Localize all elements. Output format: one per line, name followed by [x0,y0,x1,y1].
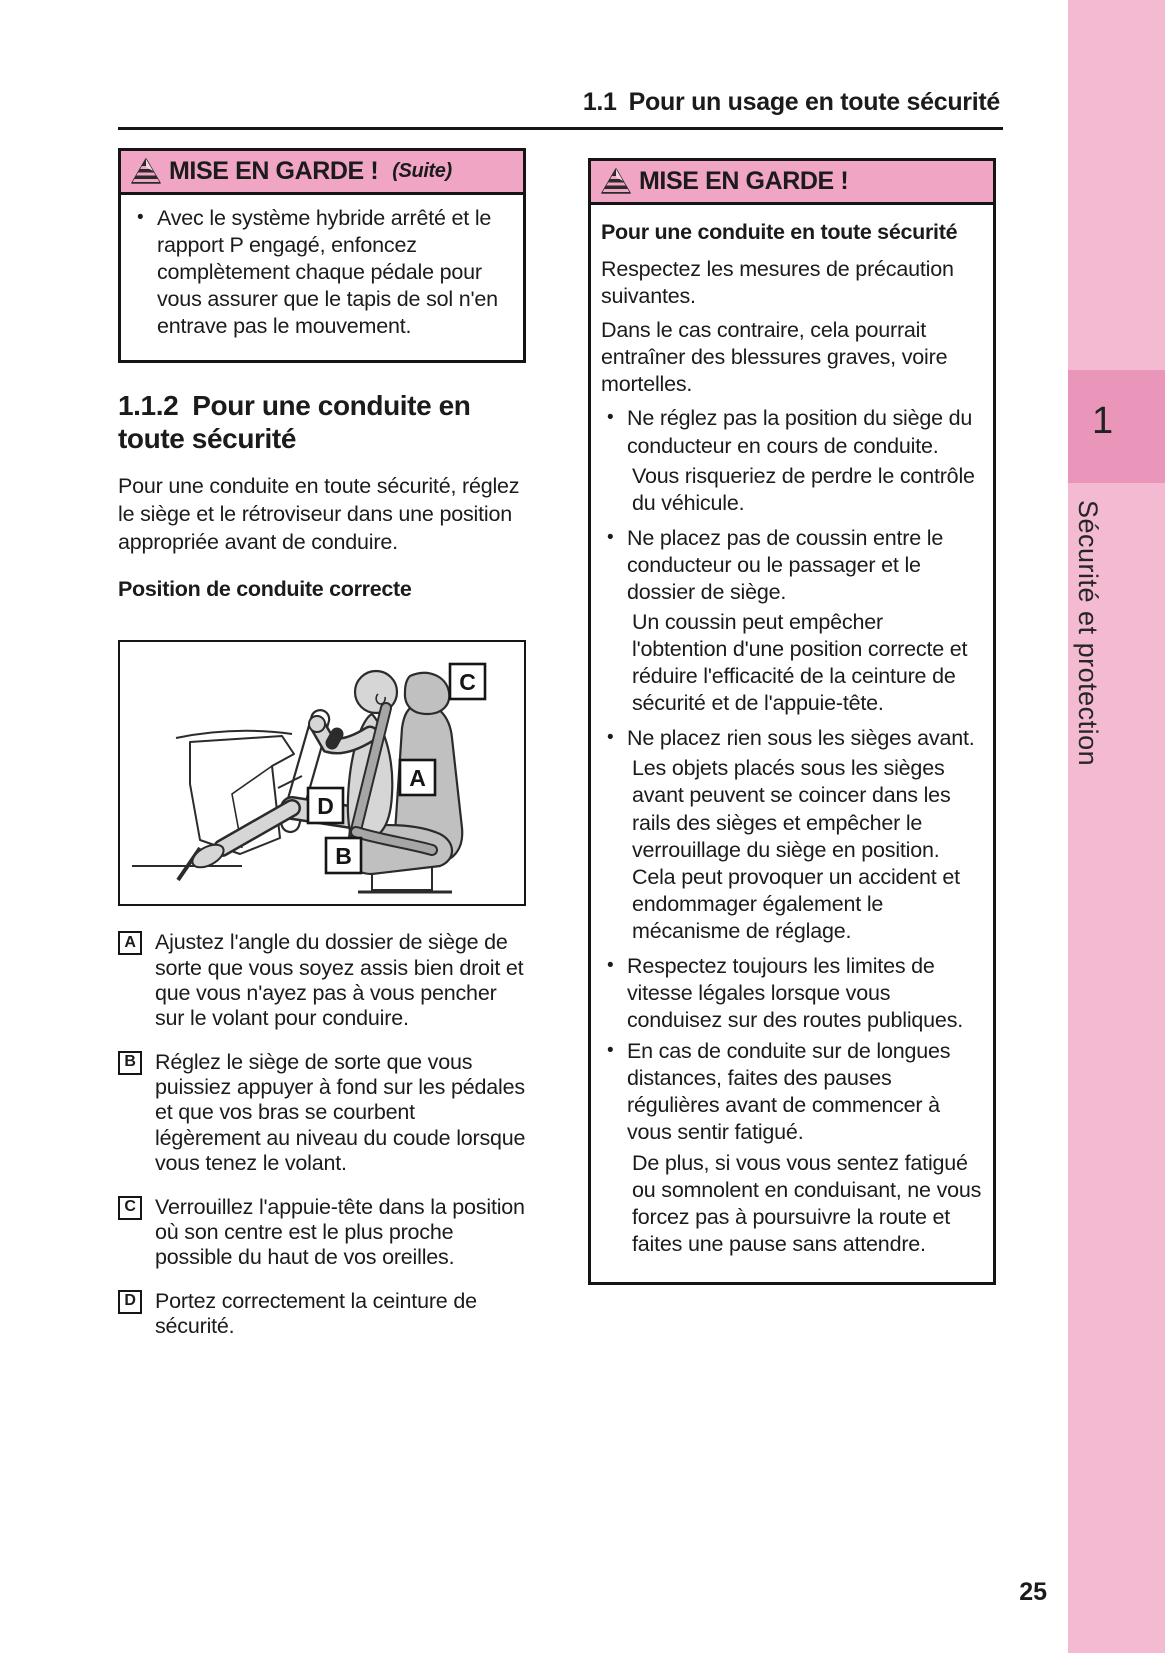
legend-item [118,930,526,1031]
chapter-title-vertical: Sécurité et protection [1073,500,1103,767]
legend-item [118,1050,526,1177]
bullet-subtext: Vous risqueriez de perdre le contrôle du véhicule. [632,463,975,515]
warning-box-continued [118,148,526,363]
chapter-number: 1 [1092,400,1114,442]
warning-title: MISE EN GARDE ! [639,167,849,195]
legend-item [118,1289,526,1340]
legend-key-box: C [118,1196,142,1220]
bullet-subtext: De plus, si vous vous sentez fatigué ou somnolent en conduisant, ne vous forcez pas à poursuivre la route et faites une pause sans attendre. [632,1150,982,1256]
warning-box-continued-body [121,195,523,360]
section-heading [118,389,526,455]
warning-bullet-item [601,725,983,945]
driving-position-figure [118,640,526,906]
warning-box-main-body [591,205,993,1282]
legend-text: Réglez le siège de sorte que vous puissiez appuyer à fond sur les pédales et que vos bras se courbent légèrement au niveau du coude lorsque vous tenez le volant. [155,1049,526,1176]
svg-text:A: A [409,765,426,792]
section-title: Pour une conduite en toute sécurité [118,390,471,455]
svg-text:B: B [335,843,352,870]
figure-legend [118,930,526,1339]
figure-label-B [326,838,361,873]
figure-label-C [450,664,485,699]
warning-bullet-item [601,1038,983,1258]
figure-label-A [400,760,435,795]
warning-paragraph: Respectez les mesures de précaution suivantes. [601,257,954,309]
bullet-text: Avec le système hybride arrêté et le rapport P engagé, enfoncez complètement chaque pédale pour vous assurer que le tapis de sol n'en entrave pas le mouvement. [157,206,498,339]
warning-bold-heading: Pour une conduite en toute sécurité [601,220,958,244]
bullet-text: En cas de conduite sur de longues distances, faites des pauses régulières avant de commencer à vous sentir fatigué. [627,1039,951,1145]
section-number: 1.1.2 [118,390,179,422]
left-column [118,148,526,1357]
figure-label-D [308,788,343,823]
page-header-number: 1.1 [582,88,617,116]
warning-box-main [588,158,996,1285]
warning-bullet-item [601,405,983,516]
bullet-text: Ne placez rien sous les sièges avant. [627,726,975,751]
legend-key-box: D [118,1290,142,1314]
legend-text: Verrouillez l'appuie-tête dans la position où son centre est le plus proche possible du haut de vos oreilles. [155,1194,525,1270]
legend-text: Ajustez l'angle du dossier de siège de sorte que vous soyez assis bien droit et que vous n'ayez pas à vous pencher sur le volant pour conduire. [155,930,524,1031]
legend-key-box: B [118,1051,142,1075]
bullet-text: Respectez toujours les limites de vitesse légales lorsque vous conduisez sur des routes publiques. [627,953,964,1033]
chapter-side-strip [1068,0,1165,1653]
warning-suite-label: (Suite) [392,160,452,182]
left-warning-bullets [131,205,513,340]
right-warning-bullets [601,405,983,1257]
chapter-tab [1068,370,1165,483]
page-header-title: Pour un usage en toute sécurité [628,88,1000,116]
right-warning-paragraphs [601,256,983,398]
warning-triangle-icon [131,158,161,185]
bullet-text: Ne réglez pas la position du siège du conducteur en cours de conduite. [627,406,973,458]
section-intro: Pour une conduite en toute sécurité, réglez le siège et le rétroviseur dans une position appropriée avant de conduire. [118,474,520,555]
legend-key-box: A [118,931,142,955]
bullet-subtext: Les objets placés sous les sièges avant peuvent se coincer dans les rails des sièges et empêcher le verrouillage du siège en position. Cela peut provoquer un accident et endommager également le mécanisme de réglage. [632,756,960,943]
legend-text: Portez correctement la ceinture de sécurité. [155,1288,477,1338]
bullet-subtext: Un coussin peut empêcher l'obtention d'une position correcte et réduire l'efficacité de la ceinture de sécurité et de l'appuie-tête. [632,610,968,716]
warning-title: MISE EN GARDE ! [169,157,379,185]
warning-bullet-item [601,953,983,1034]
page-header [583,88,1000,117]
svg-text:D: D [317,793,334,820]
legend-item [118,1195,526,1271]
warning-box-continued-header [121,151,523,195]
warning-paragraph: Dans le cas contraire, cela pourrait entraîner des blessures graves, voire mortelles. [601,318,948,397]
svg-text:C: C [459,669,476,696]
bullet-text: Ne placez pas de coussin entre le conducteur ou le passager et le dossier de siège. [627,525,944,604]
right-column [588,158,996,1285]
page-number: 25 [1019,1578,1047,1606]
warning-box-main-header [591,161,993,205]
warning-triangle-icon [601,168,631,195]
warning-bullet-item [601,525,983,718]
driving-position-illustration [120,642,523,904]
header-rule [118,127,1003,130]
section-subheading: Position de conduite correcte [118,577,412,602]
warning-bullet-item [131,205,513,340]
